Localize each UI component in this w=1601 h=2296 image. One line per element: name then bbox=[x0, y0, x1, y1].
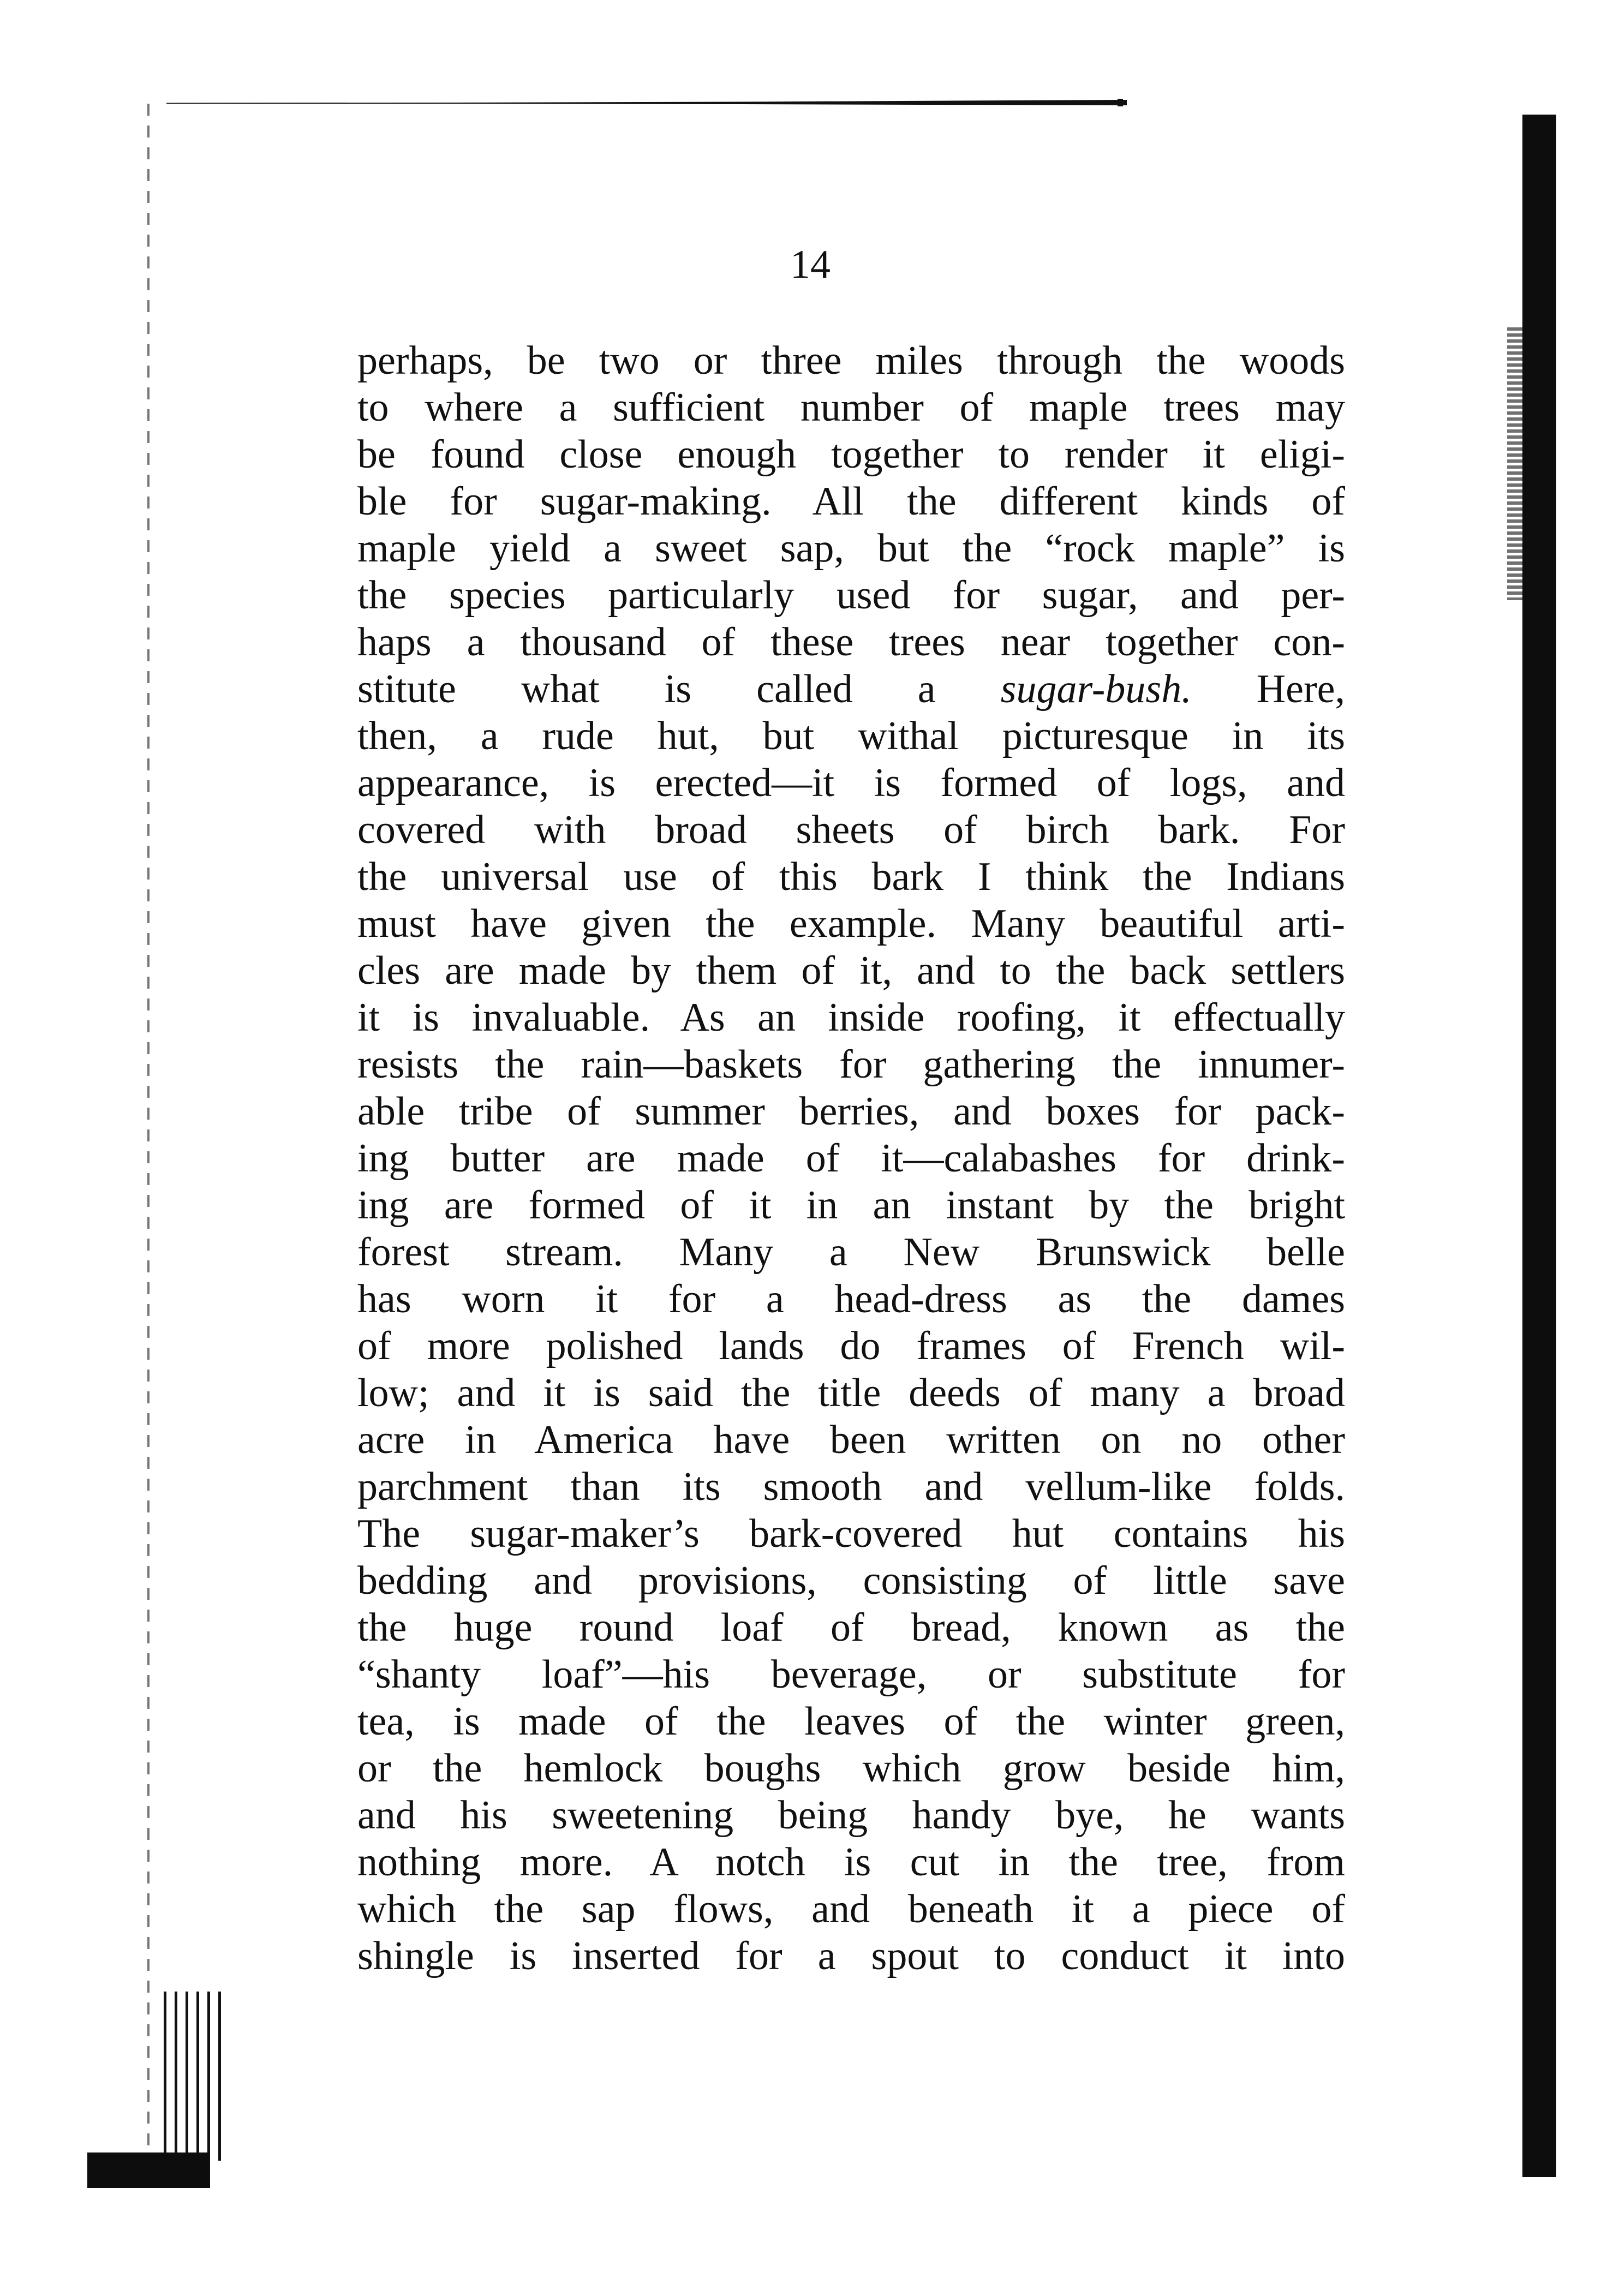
text-line: “shanty loaf”—his beverage, or substitute for bbox=[357, 1652, 1345, 1697]
text-line: shingle is inserted for a spout to conduct it into bbox=[357, 1934, 1345, 1978]
text-line: ble for sugar-making. All the different kinds of bbox=[357, 479, 1345, 524]
text-line: must have given the example. Many beautiful arti- bbox=[357, 901, 1345, 946]
italic-term: sugar-bush. bbox=[1000, 667, 1192, 711]
right-scan-edge-noise bbox=[1507, 327, 1522, 600]
text-line: and his sweetening being handy bye, he wants bbox=[357, 1793, 1345, 1838]
bottom-left-scan-marks bbox=[164, 1992, 224, 2161]
top-rule-mark bbox=[1118, 99, 1123, 106]
text-line: maple yield a sweet sap, but the “rock maple” is bbox=[357, 526, 1345, 571]
text-line: then, a rude hut, but withal picturesque in its bbox=[357, 714, 1345, 758]
text-line: ing are formed of it in an instant by the bright bbox=[357, 1183, 1345, 1228]
left-scan-edge bbox=[147, 104, 150, 2166]
bottom-left-scan-block bbox=[87, 2152, 210, 2188]
text-line: of more polished lands do frames of French wil- bbox=[357, 1324, 1345, 1368]
text-line: ing butter are made of it—calabashes for drink- bbox=[357, 1136, 1345, 1181]
text-line: forest stream. Many a New Brunswick belle bbox=[357, 1230, 1345, 1275]
top-rule bbox=[166, 100, 1127, 105]
text-line: low; and it is said the title deeds of many a broad bbox=[357, 1371, 1345, 1415]
text-line: has worn it for a head-dress as the dames bbox=[357, 1277, 1345, 1322]
text-line-with-italic bbox=[357, 666, 1345, 713]
text-line: tea, is made of the leaves of the winter green, bbox=[357, 1699, 1345, 1744]
text-line: appearance, is erected—it is formed of logs, and bbox=[357, 761, 1345, 805]
text-line: The sugar-maker’s bark-covered hut contains his bbox=[357, 1511, 1345, 1556]
text-line: it is invaluable. As an inside roofing, it effectually bbox=[357, 995, 1345, 1040]
text-line-after-italic: Here, bbox=[1191, 667, 1345, 711]
text-line: acre in America have been written on no other bbox=[357, 1418, 1345, 1462]
text-line: haps a thousand of these trees near together con- bbox=[357, 620, 1345, 665]
page-number: 14 bbox=[790, 242, 831, 287]
text-line: bedding and provisions, consisting of little save bbox=[357, 1558, 1345, 1603]
text-line: the huge round loaf of bread, known as the bbox=[357, 1605, 1345, 1650]
text-line: resists the rain—baskets for gathering the innumer- bbox=[357, 1042, 1345, 1087]
text-line: be found close enough together to render it eligi- bbox=[357, 432, 1345, 477]
text-line: which the sap flows, and beneath it a piece of bbox=[357, 1887, 1345, 1932]
text-line: covered with broad sheets of birch bark. For bbox=[357, 808, 1345, 852]
text-line: the universal use of this bark I think the Indians bbox=[357, 854, 1345, 899]
text-line: able tribe of summer berries, and boxes for pack- bbox=[357, 1089, 1345, 1134]
body-text bbox=[357, 337, 1345, 1980]
text-line: the species particularly used for sugar, and per- bbox=[357, 573, 1345, 618]
text-line: cles are made by them of it, and to the back settlers bbox=[357, 948, 1345, 993]
text-line: nothing more. A notch is cut in the tree, from bbox=[357, 1840, 1345, 1885]
text-line: or the hemlock boughs which grow beside him, bbox=[357, 1746, 1345, 1791]
text-line: parchment than its smooth and vellum-like folds. bbox=[357, 1464, 1345, 1509]
right-scan-edge bbox=[1522, 115, 1556, 2177]
text-line: perhaps, be two or three miles through the woods bbox=[357, 338, 1345, 383]
text-line: to where a sufficient number of maple trees may bbox=[357, 385, 1345, 430]
text-line-before-italic: stitute what is called a bbox=[357, 667, 1001, 711]
